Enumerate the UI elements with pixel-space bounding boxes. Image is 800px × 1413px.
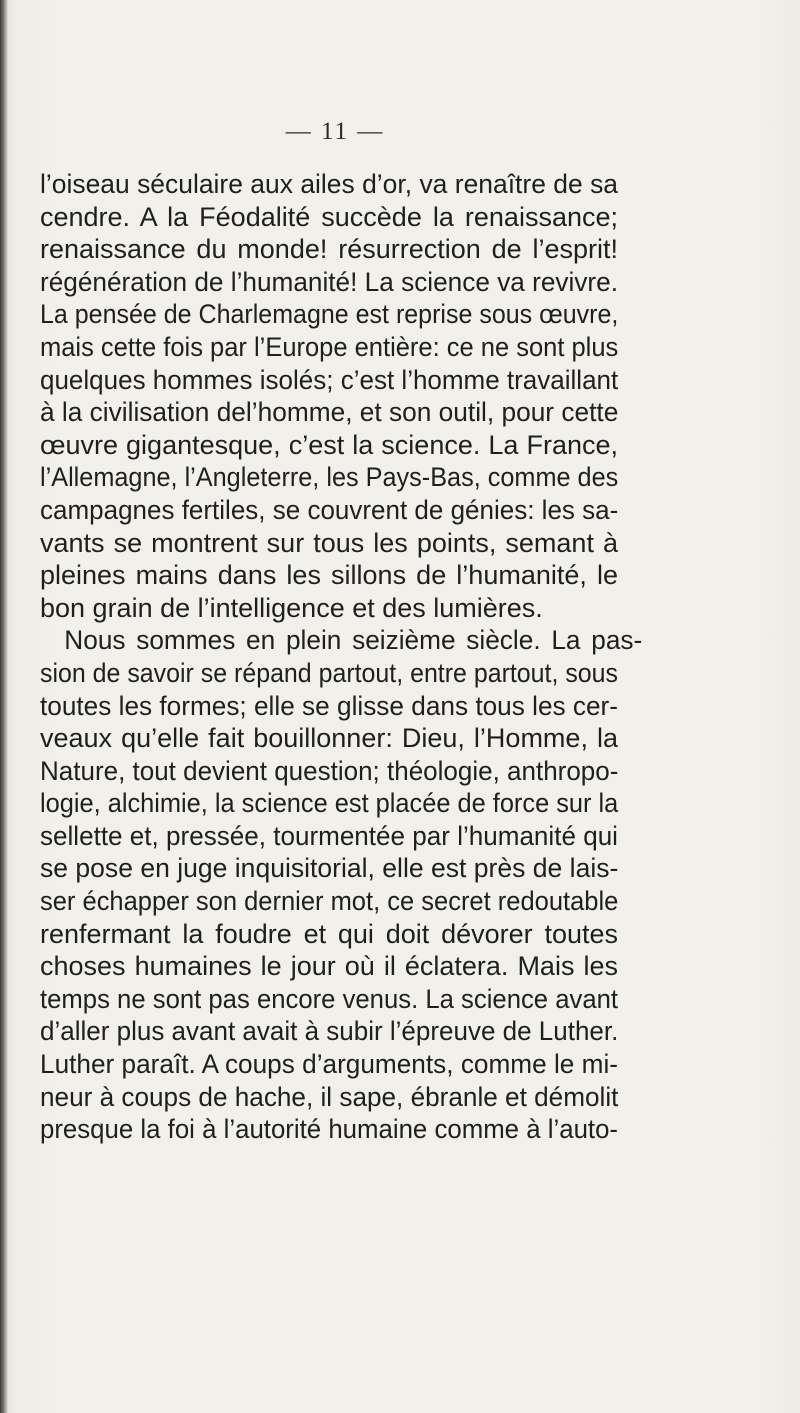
text-line: à la civilisation del’homme, et son outil, pour cette: [40, 397, 619, 428]
text-line: La pensée de Charlemagne est reprise sous œuvre,: [40, 299, 619, 330]
binding-edge: [0, 0, 8, 1413]
text-line: se pose en juge inquisitorial, elle est près de lais-: [40, 853, 619, 884]
text-line: ser échapper son dernier mot, ce secret redoutable: [40, 886, 619, 917]
text-line: cendre. A la Féodalité succède la renaissance;: [40, 201, 618, 232]
text-line: toutes les formes; elle se glisse dans tous les cer-: [40, 690, 619, 721]
text-line: temps ne sont pas encore venus. La science avant: [40, 983, 619, 1014]
body-text: [40, 168, 643, 1146]
text-line: l’oiseau séculaire aux ailes d’or, va renaître de sa: [40, 169, 619, 199]
text-line: renfermant la foudre et qui doit dévorer toutes: [40, 918, 618, 949]
text-line: choses humaines le jour où il éclatera. Mais les: [40, 951, 618, 982]
text-line: régénération de l’humanité! La science va revivre.: [40, 266, 619, 297]
text-line: pleines mains dans les sillons de l’humanité, le: [40, 560, 618, 591]
text-line: campagnes fertiles, se couvrent de génies: les sa-: [40, 494, 619, 525]
text-line: l’Allemagne, l’Angleterre, les Pays-Bas, comme des: [40, 462, 619, 493]
text-line: Nature, tout devient question; théologie, anthropo-: [40, 755, 619, 786]
text-line: neur à coups de hache, il sape, ébranle et démolit: [40, 1081, 619, 1112]
page-number: — 11 —: [285, 118, 385, 145]
text-line: d’aller plus avant avait à subir l’épreuve de Luther.: [40, 1016, 619, 1047]
text-line: renaissance du monde! résurrection de l’esprit!: [40, 234, 618, 265]
text-line: œuvre gigantesque, c’est la science. La France,: [40, 429, 618, 460]
text-line: sion de savoir se répand partout, entre partout, sous: [40, 657, 618, 688]
text-line: Luther paraît. A coups d’arguments, comme le mi-: [40, 1049, 619, 1080]
paragraph-start-line: Nous sommes en plein seizième siècle. La pas-: [64, 625, 643, 656]
text-line: quelques hommes isolés; c’est l’homme travaillant: [40, 364, 619, 395]
text-line: presque la foi à l’autorité humaine comme à l’auto-: [40, 1114, 619, 1145]
text-line: bon grain de l’intelligence et des lumières.: [40, 592, 543, 623]
text-line: sellette et, pressée, tourmentée par l’humanité qui: [40, 820, 618, 851]
text-line: veaux qu’elle fait bouillonner: Dieu, l’Homme, la: [40, 723, 618, 754]
text-line: mais cette fois par l’Europe entière: ce ne sont plus: [40, 331, 619, 362]
text-line: logie, alchimie, la science est placée de force sur la: [40, 788, 619, 819]
text-line: vants se montrent sur tous les points, semant à: [40, 527, 618, 558]
